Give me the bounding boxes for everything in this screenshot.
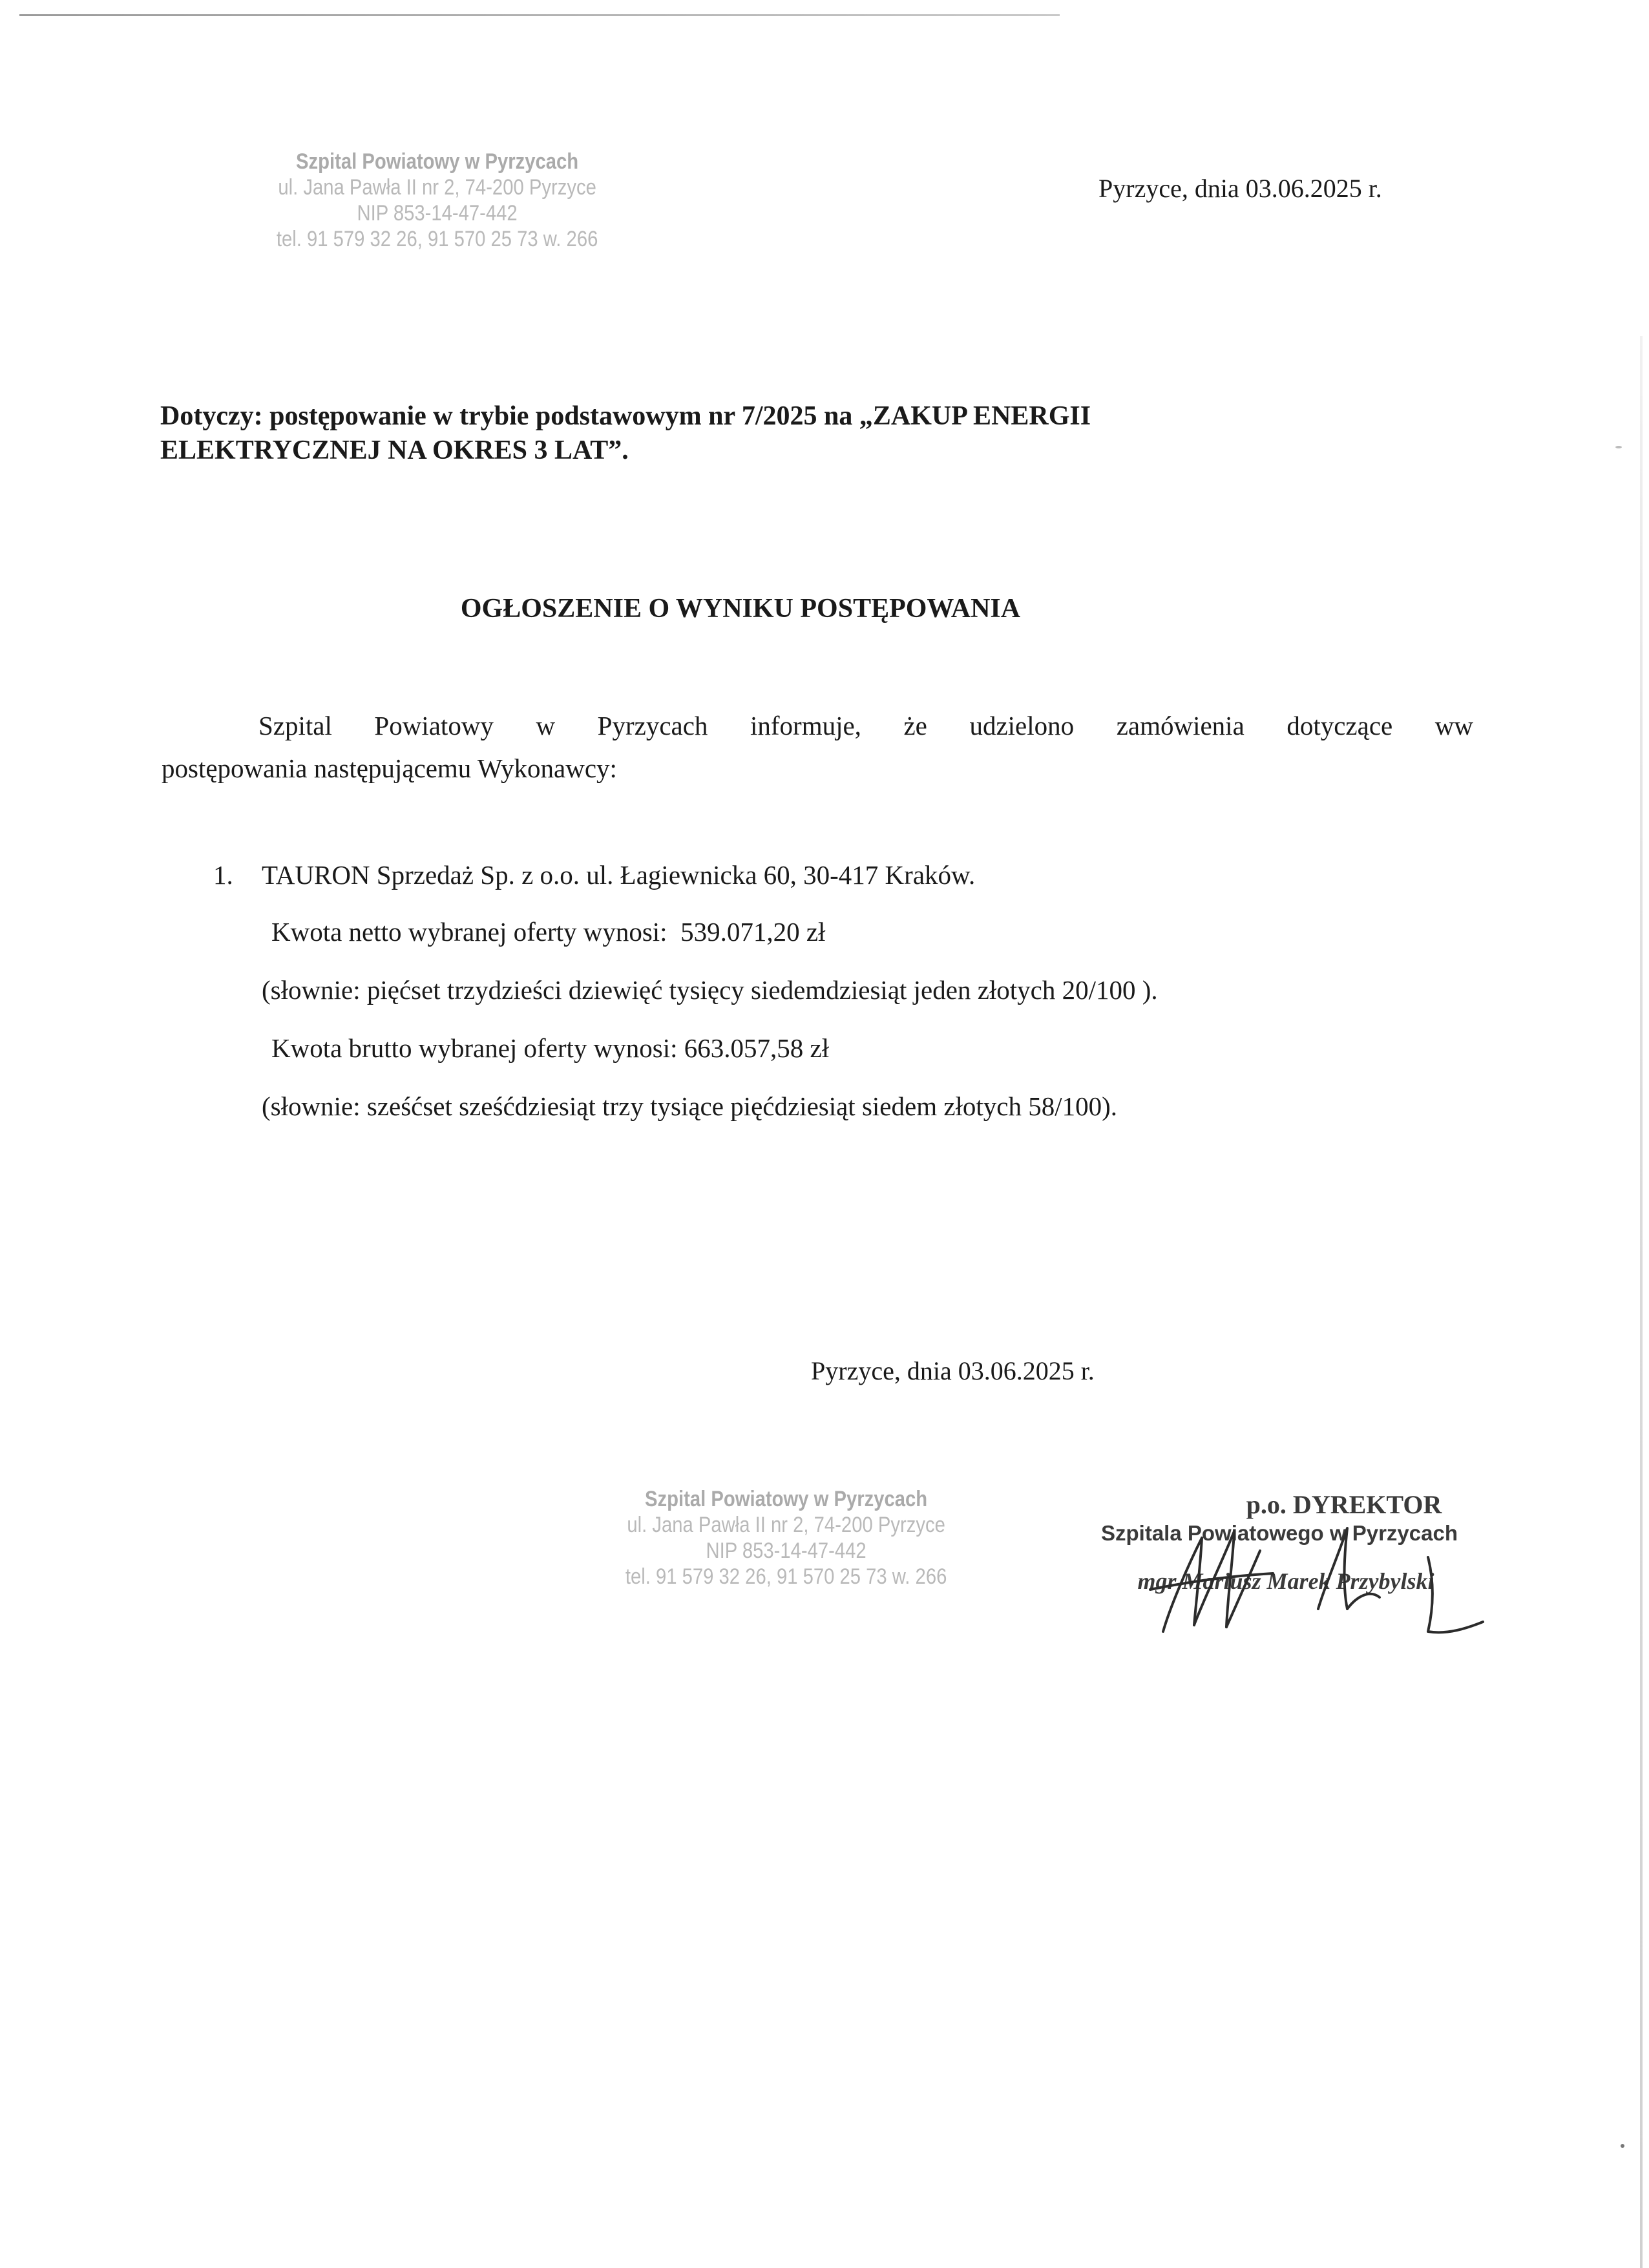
heading-text: OGŁOSZENIE O WYNIKU POSTĘPOWANIA bbox=[460, 594, 1021, 624]
stamp-nip: NIP 853-14-47-442 bbox=[357, 201, 518, 226]
intro-paragraph bbox=[162, 704, 1473, 790]
net-amount-label: Kwota netto wybranej oferty wynosi: bbox=[271, 917, 667, 947]
document-date-bottom: Pyrzyce, dnia 03.06.2025 r. bbox=[811, 1356, 1095, 1385]
stamp-phone: tel. 91 579 32 26, 91 570 25 73 w. 266 bbox=[625, 1564, 947, 1590]
net-amount-value: 539.071,20 zł bbox=[680, 917, 826, 947]
gross-amount-label: Kwota brutto wybranej oferty wynosi: bbox=[271, 1033, 678, 1063]
scan-speck bbox=[1615, 446, 1622, 448]
gross-amount-words: (słownie: sześćset sześćdziesiąt trzy tysiące pięćdziesiąt siedem złotych 58/100). bbox=[262, 1091, 1118, 1121]
director-title: p.o. DYREKTOR bbox=[1246, 1490, 1442, 1519]
net-amount-words: (słownie: pięćset trzydzieści dziewięć tysięcy siedemdziesiąt jeden złotych 20/100 ). bbox=[262, 975, 1158, 1005]
contractor-name: TAURON Sprzedaż Sp. z o.o. ul. Łagiewnicka 60, 30-417 Kraków. bbox=[262, 860, 976, 890]
scan-edge-shadow bbox=[1640, 336, 1643, 2268]
gross-amount-value: 663.057,58 zł bbox=[684, 1033, 830, 1063]
hospital-stamp-bottom bbox=[614, 1486, 958, 1590]
scan-speck bbox=[1621, 2144, 1624, 2148]
subject-line bbox=[160, 399, 1323, 467]
subject-line-1: Dotyczy: postępowanie w trybie podstawowym nr 7/2025 na „ZAKUP ENERGII bbox=[160, 401, 1091, 431]
intro-line-2: postępowania następującemu Wykonawcy: bbox=[162, 753, 617, 784]
subject-line-2: ELEKTRYCZNEJ NA OKRES 3 LAT”. bbox=[160, 435, 629, 465]
intro-line-1: Szpital Powiatowy w Pyrzycach informuje, że udzielono zamówienia dotyczące ww bbox=[258, 711, 1473, 740]
gross-amount-row bbox=[271, 1033, 829, 1064]
hospital-stamp-top bbox=[265, 149, 609, 252]
stamp-address: ul. Jana Pawła II nr 2, 74-200 Pyrzyce bbox=[627, 1513, 945, 1538]
stamp-hospital-name: Szpital Powiatowy w Pyrzycach bbox=[645, 1487, 928, 1511]
director-organization: Szpitala Powiatowego w Pyrzycach bbox=[1101, 1521, 1458, 1545]
scan-edge-line bbox=[19, 14, 1060, 16]
stamp-hospital-name: Szpital Powiatowy w Pyrzycach bbox=[296, 149, 579, 174]
stamp-phone: tel. 91 579 32 26, 91 570 25 73 w. 266 bbox=[276, 227, 598, 252]
handwritten-signature bbox=[1124, 1512, 1486, 1648]
net-amount-row bbox=[271, 916, 825, 947]
document-date-top: Pyrzyce, dnia 03.06.2025 r. bbox=[1098, 174, 1382, 203]
award-item-number: 1. bbox=[213, 860, 233, 890]
document-heading bbox=[0, 593, 1649, 624]
stamp-nip: NIP 853-14-47-442 bbox=[706, 1538, 867, 1564]
director-name: mgr Mariusz Marek Przybylski bbox=[1137, 1568, 1434, 1594]
stamp-address: ul. Jana Pawła II nr 2, 74-200 Pyrzyce bbox=[278, 175, 596, 200]
